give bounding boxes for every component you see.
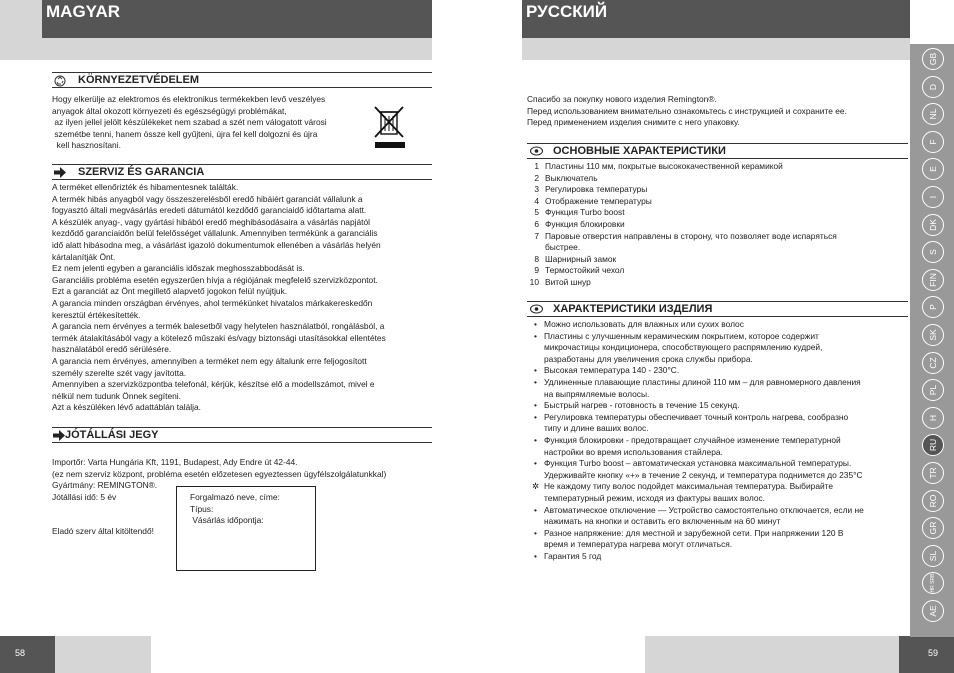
language-tab-h[interactable]: H: [922, 407, 944, 429]
feature-text: Паровые отверстия направлены в сторону, что позволяет воде испаряться: [545, 230, 837, 241]
product-item: [527, 354, 907, 366]
features-list: [527, 161, 907, 289]
left-page-number-box: [0, 636, 55, 673]
feature-text: Витой шнур: [545, 276, 591, 287]
feature-item: [527, 219, 907, 231]
eye-icon: [530, 146, 543, 156]
intro-text: [527, 94, 907, 129]
product-text: типу и длине ваших волос.: [544, 423, 649, 434]
warranty-stamp-box: [176, 486, 316, 571]
bullet-icon: •: [534, 330, 537, 341]
text-line: Jótállási idő: 5 év: [52, 491, 117, 502]
text-line: termék átalakításából vagy a kötelező műszaki és/vagy biztonsági utasításokkal ellentétes: [52, 332, 386, 343]
feature-item: [527, 173, 907, 185]
language-tab-sl[interactable]: SL: [922, 545, 944, 567]
bullet-icon: •: [534, 400, 537, 411]
language-tab-hr-srb[interactable]: HR SRB: [922, 572, 944, 594]
feature-text: Выключатель: [545, 172, 598, 183]
feature-number: 10: [529, 276, 539, 287]
feature-text: Пластины 110 мм, покрытые высококачественной керамикой: [545, 161, 783, 171]
eye-icon: [530, 304, 543, 314]
warranty-section-header: [52, 427, 432, 443]
language-tab-i[interactable]: I: [922, 186, 944, 208]
product-item: [527, 435, 907, 447]
text-line: kártalanítják Önt.: [52, 251, 116, 262]
right-page-header: РУССКИЙ: [522, 0, 910, 38]
bullet-icon: [527, 447, 544, 459]
bullet-icon: •: [534, 458, 537, 469]
text-line: az ilyen jellel jelölt készülékeket nem szabad a szét nem válogatott városi: [52, 117, 327, 128]
bullet-icon: [527, 342, 544, 354]
environment-section-header: [52, 72, 432, 88]
feature-text: Термостойкий чехол: [545, 265, 625, 276]
text-line: A készülék anyag-, vagy gyártási hibából eredő meghibásodásaira a vásárlás napjától: [52, 216, 370, 227]
text-line: Gyártmány: REMINGTON®.: [52, 480, 158, 491]
box-label: Forgalmazó neve, címe:: [190, 492, 280, 502]
language-tab-gb[interactable]: GB: [922, 48, 944, 70]
feature-number: 6: [534, 218, 539, 229]
service-section-header: [52, 164, 432, 180]
language-tab-f[interactable]: F: [922, 131, 944, 153]
product-item: [527, 516, 907, 528]
text-line: szemétbe tenni, hanem össze kell gyűjteni, újra fel kell dolgozni és újra: [52, 128, 318, 139]
feature-number: 7: [534, 230, 539, 241]
product-text: температурный режим, исходя из фактуры ваших волос.: [544, 492, 765, 503]
product-item: [527, 365, 907, 377]
feature-text: Регулировка температуры: [545, 184, 648, 195]
text-line: (ez nem szerviz központ, probléma esetén előzetesen egyeztessen ügyfélszolgálatunkkal): [52, 468, 387, 479]
feature-text: Отображение температуры: [545, 195, 652, 206]
feature-number: 9: [534, 265, 539, 276]
text-line: Перед применением изделия снимите с него упаковку.: [527, 117, 740, 128]
text-line: Ez nem jelenti egyben a garanciális időszak meghosszabbodását is.: [52, 263, 305, 274]
feature-item: [527, 207, 907, 219]
product-item: [527, 470, 907, 482]
arrow-right-icon: [53, 430, 65, 441]
text-line: Ezt a garanciát az Önt megillető alapvető jogokon felül nyújtjuk.: [52, 286, 288, 297]
text-line: keresztül értékesítették.: [52, 309, 141, 320]
feature-text: быстрее.: [545, 242, 581, 253]
service-title: SZERVIZ ÉS GARANCIA: [78, 166, 205, 178]
feature-number: 2: [534, 172, 539, 183]
text-line: A garancia nem érvényes, amennyiben a terméket nem egy általunk erre feljogosított: [52, 355, 367, 366]
product-item: [527, 319, 907, 331]
sun-icon: ✲: [531, 481, 540, 492]
feature-item: [527, 277, 907, 289]
feature-item: [527, 161, 907, 173]
product-item: [527, 447, 907, 459]
left-page-number: 58: [15, 648, 26, 658]
product-item: [527, 412, 907, 424]
product-text: разработаны для увеличения срока службы прибора.: [544, 353, 753, 364]
language-tab-nl[interactable]: NL: [922, 103, 944, 125]
product-text: на выпрямляемые волосы.: [544, 388, 650, 399]
product-text: Быстрый нагрев - готовность в течение 15 секунд.: [544, 400, 740, 411]
language-tab-fin[interactable]: FIN: [922, 269, 944, 291]
feature-text: Шарнирный замок: [545, 253, 617, 264]
text-line: nélkül nem tudunk Önnek segíteni.: [52, 390, 181, 401]
box-label: Vásárlás időpontja:: [190, 515, 264, 526]
feature-item: [527, 254, 907, 266]
feature-item: [527, 231, 907, 243]
recycle-icon: [54, 75, 66, 87]
product-list: [527, 319, 907, 562]
product-text: Функция Turbo boost – автоматическая установка максимальной температуры.: [544, 458, 852, 469]
language-tab-e[interactable]: E: [922, 158, 944, 180]
product-text: Разное напряжение: для местной и зарубежной сети. При напряжении 120 В: [544, 527, 844, 538]
text-line: anyagok által okozott környezeti és egészségügyi problémákat,: [52, 105, 287, 116]
box-label: Típus:: [190, 503, 214, 514]
text-line: kell hasznosítani.: [52, 140, 121, 151]
right-page-number-box: [899, 636, 954, 673]
bullet-icon: •: [534, 376, 537, 387]
product-text: время и температура нагрева могут отличаться.: [544, 539, 733, 550]
product-text: нажимать на кнопки и оставить его включенным на 60 минут: [544, 516, 781, 527]
bullet-icon: •: [534, 365, 537, 376]
left-page-header: MAGYAR: [42, 0, 432, 38]
bullet-icon: [527, 423, 544, 435]
right-page-number: 59: [928, 648, 939, 658]
bullet-icon: •: [534, 504, 537, 515]
product-text: Регулировка температуры обеспечивает точный контроль нагрева, сообразно: [544, 411, 849, 422]
product-text: микрочастицы кондиционера, способствующего распрямлению кудрей,: [544, 342, 823, 353]
feature-number: 4: [534, 195, 539, 206]
language-tab-ae[interactable]: AE: [922, 600, 944, 622]
feature-text: Функция блокировки: [545, 218, 625, 229]
product-title: ХАРАКТЕРИСТИКИ ИЗДЕЛИЯ: [553, 303, 713, 315]
language-tab-sk[interactable]: SK: [922, 324, 944, 346]
text-line: kezdődő garanciaidőn belül felelősséget vállalunk. Amennyiben termékünk a garanciális: [52, 228, 378, 239]
text-line: használatából eredő sérülésére.: [52, 344, 172, 355]
text-line: Azt a készüléken lévő adattáblán találja.: [52, 402, 201, 413]
text-line: idő alatt hibásodna meg, a vásárlást igazoló dokumentumok ellenében a vásárlás helyén: [52, 239, 381, 250]
text-line: Hogy elkerülje az elektromos és elektronikus termékekben levő veszélyes: [52, 94, 326, 104]
product-item: [527, 539, 907, 551]
bullet-icon: •: [534, 319, 537, 329]
product-text: Не каждому типу волос подойдет максимальная температура. Выбирайте: [544, 481, 834, 492]
product-section-header: [527, 301, 908, 317]
feature-item: [527, 196, 907, 208]
bullet-icon: [527, 389, 544, 401]
product-item: [527, 551, 907, 563]
bullet-icon: [527, 470, 544, 482]
language-tab-gr[interactable]: GR: [922, 517, 944, 539]
product-item: [527, 528, 907, 540]
product-item: [527, 331, 907, 343]
language-tab-ro[interactable]: RO: [922, 490, 944, 512]
feature-number: 8: [534, 253, 539, 264]
language-tab-s[interactable]: S: [922, 241, 944, 263]
text-line: Amennyiben a szervizközpontba telefonál, kérjük, készítse elő a modellszámot, mivel e: [52, 379, 375, 390]
language-tab-cz[interactable]: CZ: [922, 352, 944, 374]
product-item: [527, 423, 907, 435]
bullet-icon: •: [534, 411, 537, 422]
text-line: A termék hibás anyagból vagy összeszerelésből eredő hibáiért garanciát vállalunk a: [52, 193, 363, 204]
text-line: Спасибо за покупку нового изделия Remington®.: [527, 94, 717, 104]
features-section-header: [527, 143, 908, 159]
product-text: Пластины с улучшенным керамическим покрытием, которое содержит: [544, 330, 819, 341]
feature-text: Функция Turbo boost: [545, 207, 625, 218]
language-tab-p[interactable]: P: [922, 296, 944, 318]
product-item: [527, 400, 907, 412]
bullet-icon: •: [534, 550, 537, 561]
feature-item: [527, 184, 907, 196]
features-title: ОСНОВНЫЕ ХАРАКТЕРИСТИКИ: [553, 145, 726, 157]
text-line: A terméket ellenőrizték és hibamentesnek találták.: [52, 182, 239, 192]
feature-number: 1: [534, 161, 539, 171]
product-text: Удлиненные плавающие пластины длиной 110 мм – для равномерного давления: [544, 376, 861, 387]
product-text: Удерживайте кнопку «+» в течение 2 секунд, и температура поднимется до 235°C: [544, 469, 863, 480]
language-tab-dk[interactable]: DK: [922, 214, 944, 236]
product-text: Можно использовать для влажных или сухих волос: [544, 319, 744, 329]
product-item: [527, 342, 907, 354]
bullet-icon: •: [534, 434, 537, 445]
sun-icon: [527, 493, 544, 505]
environment-text: [52, 94, 362, 152]
product-text: настройки во время использования стайлера.: [544, 446, 723, 457]
seller-label: Eladó szerv által kitöltendő!: [52, 526, 154, 536]
feature-item: [527, 265, 907, 277]
product-item: [527, 377, 907, 389]
language-tab-ru[interactable]: RU: [922, 434, 944, 456]
product-item: [527, 505, 907, 517]
bullet-icon: [527, 516, 544, 528]
crossed-bin-icon: [372, 104, 408, 150]
feature-number: 3: [534, 184, 539, 195]
product-text: Высокая температура 140 - 230°C.: [544, 365, 680, 376]
warranty-title: JÓTÁLLÁSI JEGY: [65, 429, 159, 441]
text-line: fogyasztó általi megvásárlás eredeti dátumától kezdődő garanciaidő időtartama alatt.: [52, 205, 367, 216]
product-text: Автоматическое отключение — Устройство самостоятельно отключается, если не: [544, 504, 864, 515]
text-line: A garancia nem érvényes a termék balesetből vagy helytelen használatból, rongálásból, a: [52, 321, 385, 332]
product-item: [527, 389, 907, 401]
text-line: Перед использованием внимательно ознакомьтесь с инструкцией и сохраните ее.: [527, 105, 847, 116]
service-text: [52, 182, 432, 414]
text-line: Importőr: Varta Hungária Kft, 1191, Budapest, Ady Endre út 42-44.: [52, 457, 298, 467]
feature-number: 5: [534, 207, 539, 218]
text-line: A garancia minden országban érvényes, ahol termékünket hivatalos márkakereskedőn: [52, 297, 373, 308]
bullet-icon: •: [534, 527, 537, 538]
language-tab-tr[interactable]: TR: [922, 462, 944, 484]
language-tab-d[interactable]: D: [922, 76, 944, 98]
bullet-icon: [527, 354, 544, 366]
bullet-icon: [527, 539, 544, 551]
product-item: [527, 481, 907, 493]
product-text: Гарантия 5 год: [544, 550, 602, 561]
feature-item: [527, 242, 907, 254]
product-item: [527, 458, 907, 470]
text-line: személy szerelte szét vagy javította.: [52, 367, 187, 378]
product-text: Функция блокировки - предотвращает случайное изменение температурной: [544, 434, 841, 445]
language-tab-pl[interactable]: PL: [922, 379, 944, 401]
arrow-right-icon: [54, 167, 66, 178]
product-item: [527, 493, 907, 505]
environment-title: KÖRNYEZETVÉDELEM: [78, 74, 200, 86]
feature-number: [527, 242, 539, 254]
text-line: Garanciális probléma esetén egyszerűen hívja a régiójának megfelelő szervizközpontot.: [52, 274, 378, 285]
